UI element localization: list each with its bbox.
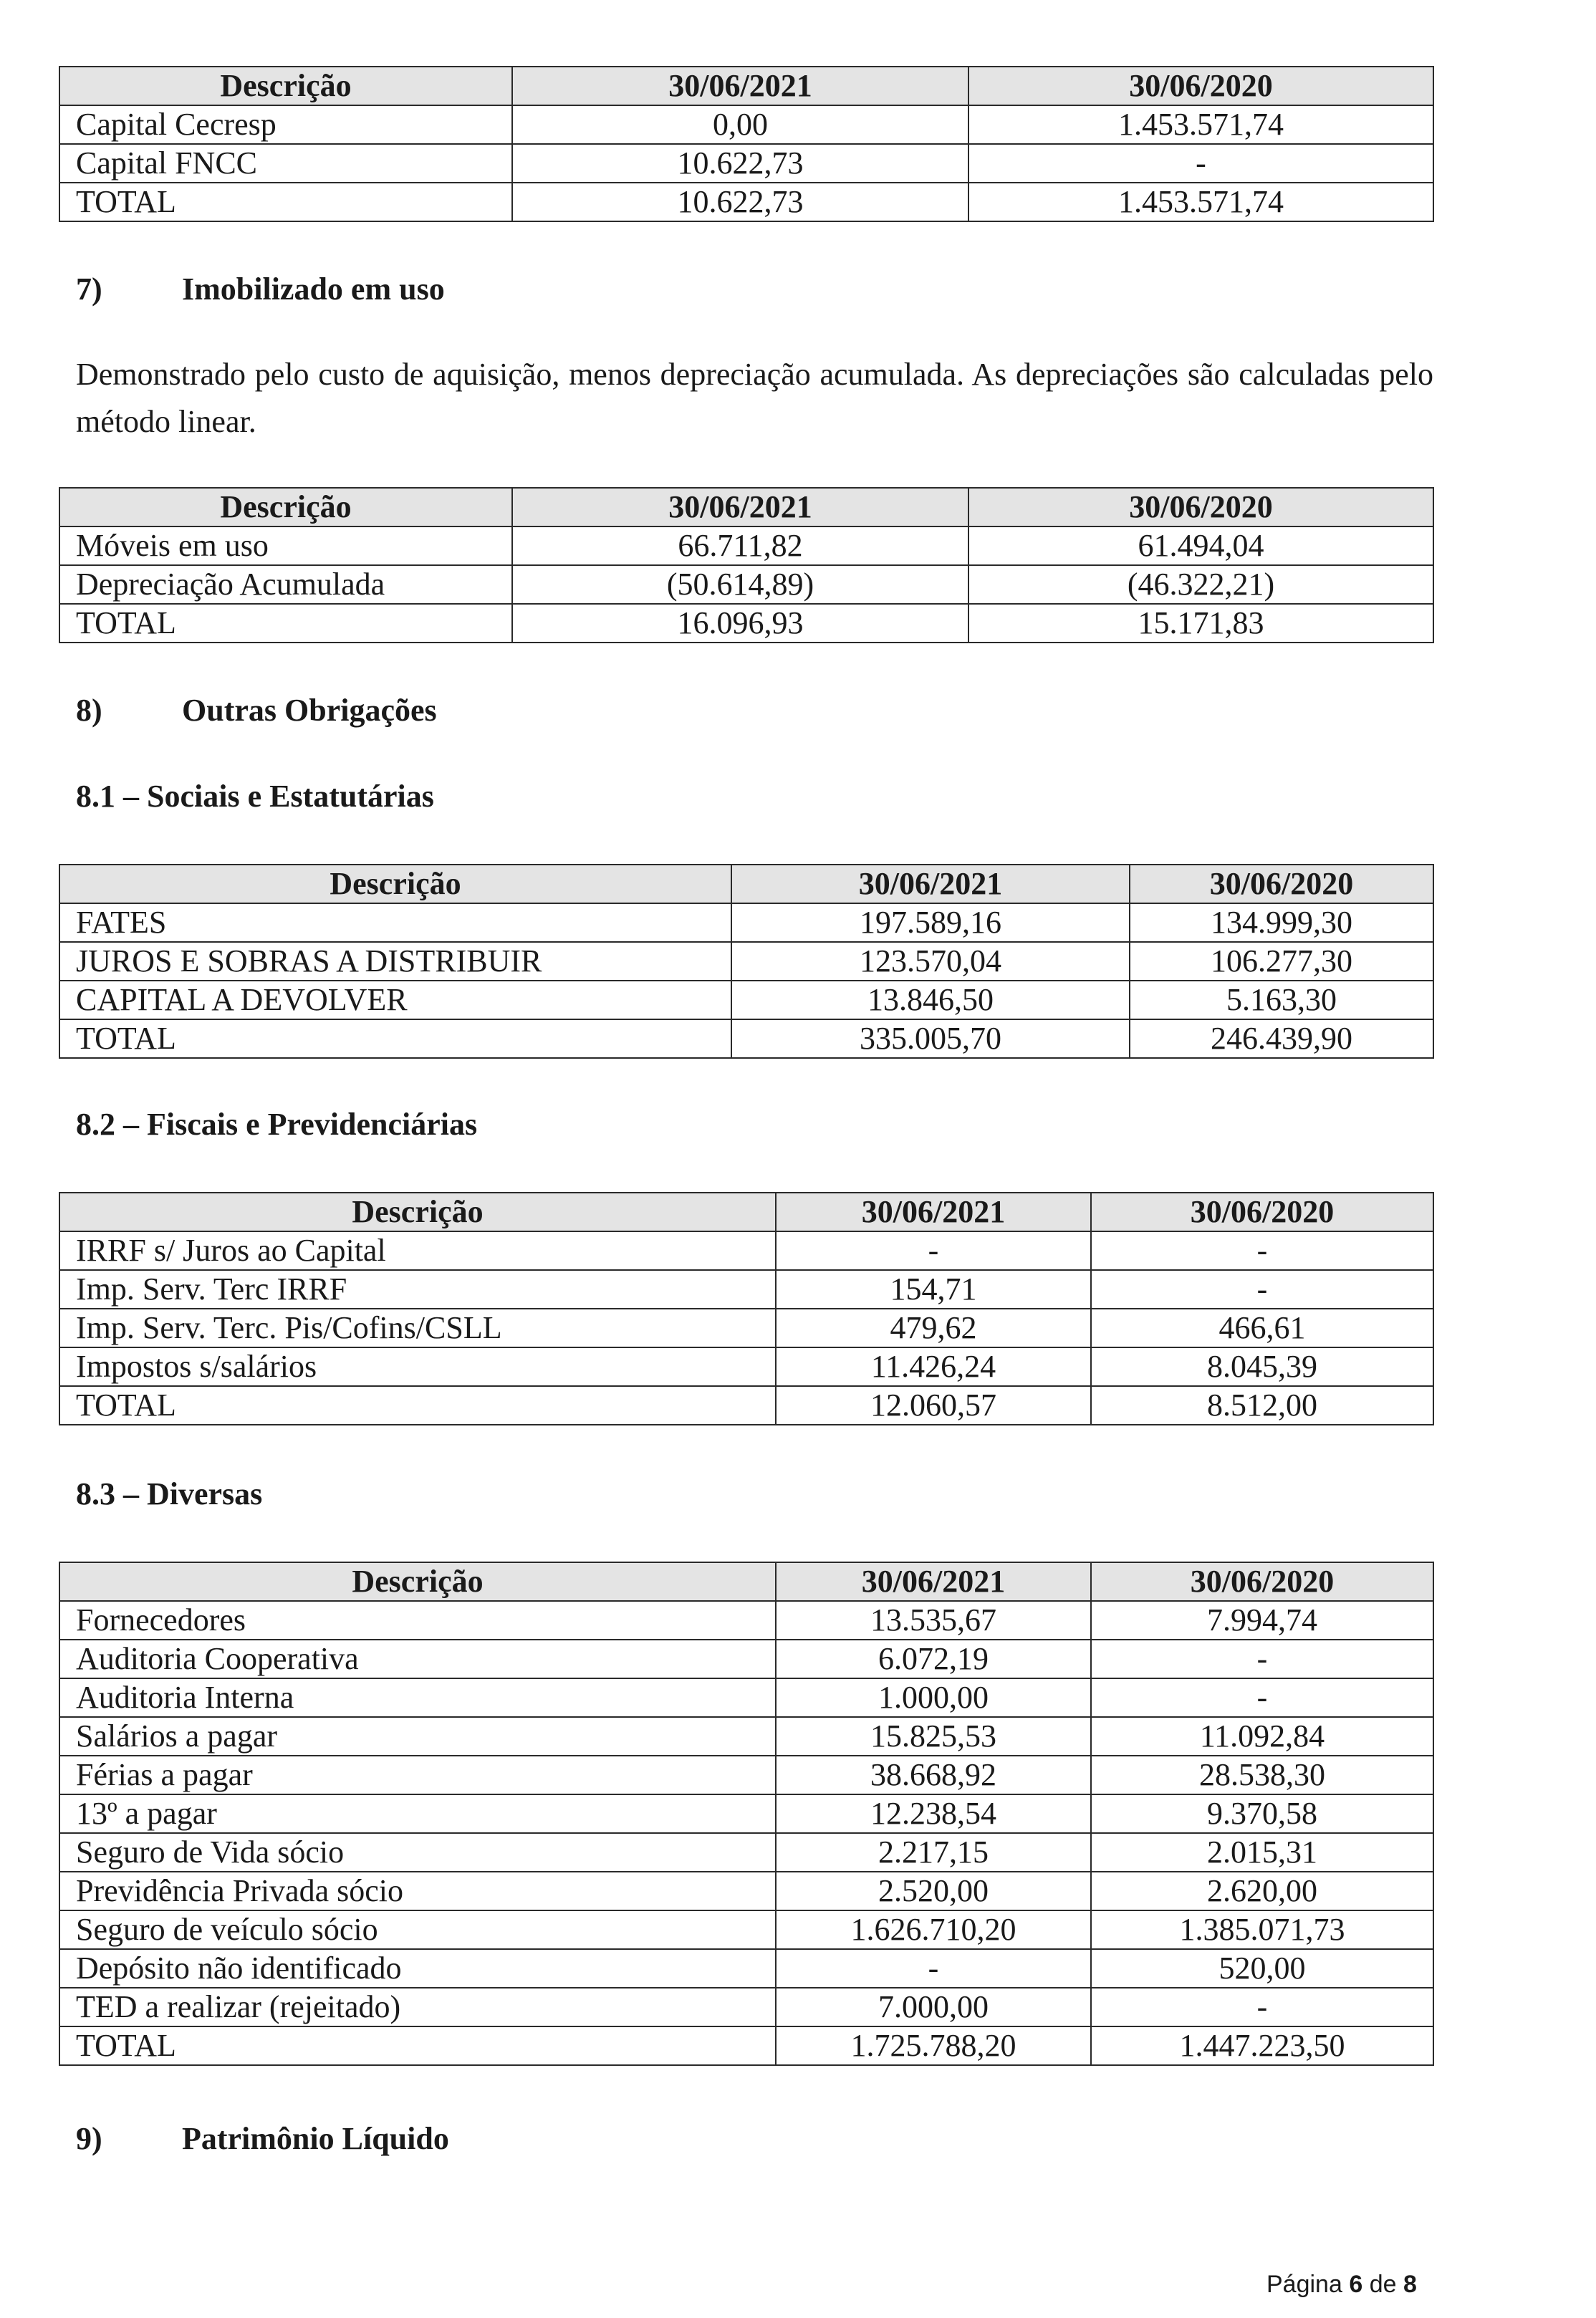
value-cell: 13.846,50 (731, 981, 1130, 1019)
value-cell: 12.060,57 (776, 1386, 1091, 1425)
row-label-cell: Imp. Serv. Terc IRRF (59, 1270, 776, 1309)
table-header-row (59, 1562, 1433, 1601)
value-cell: 8.045,39 (1091, 1347, 1433, 1386)
row-label-cell: TOTAL (59, 1019, 731, 1058)
value-cell: - (1091, 1678, 1433, 1717)
section-9-number: 9) (76, 2121, 102, 2156)
value-cell: - (1091, 1231, 1433, 1270)
value-cell: 11.092,84 (1091, 1717, 1433, 1756)
row-label-cell: TOTAL (59, 183, 512, 221)
column-header-descricao: Descrição (59, 488, 512, 526)
section-8-3-heading: 8.3 – Diversas (76, 1476, 263, 1511)
table-header-row (59, 488, 1433, 526)
value-cell: 154,71 (776, 1270, 1091, 1309)
row-label-cell: Auditoria Cooperativa (59, 1640, 776, 1678)
value-cell: 197.589,16 (731, 903, 1130, 942)
table-row (59, 942, 1433, 981)
table-row (59, 1019, 1433, 1058)
column-header-date: 30/06/2021 (512, 67, 968, 105)
column-header-descricao: Descrição (59, 1193, 776, 1231)
row-label-cell: Salários a pagar (59, 1717, 776, 1756)
value-cell: 10.622,73 (512, 183, 968, 221)
value-cell: 10.622,73 (512, 144, 968, 183)
row-label-cell: Depreciação Acumulada (59, 565, 512, 604)
column-header-date: 30/06/2021 (776, 1193, 1091, 1231)
table-row (59, 1988, 1433, 2026)
value-cell: 1.385.071,73 (1091, 1910, 1433, 1949)
row-label-cell: TOTAL (59, 1386, 776, 1425)
column-header-date: 30/06/2021 (731, 865, 1130, 903)
value-cell: 28.538,30 (1091, 1756, 1433, 1794)
table-row (59, 903, 1433, 942)
row-label-cell: Auditoria Interna (59, 1678, 776, 1717)
value-cell: 106.277,30 (1130, 942, 1433, 981)
diversas-table (59, 1562, 1434, 2066)
column-header-date: 30/06/2020 (1091, 1193, 1433, 1231)
row-label-cell: TOTAL (59, 604, 512, 643)
row-label-cell: Depósito não identificado (59, 1949, 776, 1988)
row-label-cell: TED a realizar (rejeitado) (59, 1988, 776, 2026)
value-cell: 1.453.571,74 (968, 105, 1433, 144)
section-8-2-heading: 8.2 – Fiscais e Previdenciárias (76, 1107, 478, 1142)
row-label-cell: Previdência Privada sócio (59, 1872, 776, 1910)
table-row (59, 1833, 1433, 1872)
value-cell: 7.000,00 (776, 1988, 1091, 2026)
fiscais-table (59, 1192, 1434, 1425)
column-header-descricao: Descrição (59, 1562, 776, 1601)
table-row (59, 1270, 1433, 1309)
capital-table (59, 66, 1434, 222)
table-row (59, 526, 1433, 565)
value-cell: 15.171,83 (968, 604, 1433, 643)
value-cell: - (1091, 1270, 1433, 1309)
value-cell: 1.453.571,74 (968, 183, 1433, 221)
value-cell: 1.725.788,20 (776, 2026, 1091, 2065)
value-cell: 38.668,92 (776, 1756, 1091, 1794)
section-9-heading (76, 2120, 449, 2157)
section-8-number: 8) (76, 693, 102, 728)
page-footer (1266, 2271, 1417, 2299)
value-cell: 5.163,30 (1130, 981, 1433, 1019)
table-row (59, 981, 1433, 1019)
section-7-title: Imobilizado em uso (182, 271, 445, 307)
section-7-paragraph: Demonstrado pelo custo de aquisição, menos depreciação acumulada. As depreciações são calculadas pelo método linear. (76, 357, 1433, 439)
imobilizado-table (59, 487, 1434, 643)
value-cell: (46.322,21) (968, 565, 1433, 604)
section-8-title: Outras Obrigações (182, 693, 437, 728)
value-cell: 123.570,04 (731, 942, 1130, 981)
column-header-descricao: Descrição (59, 865, 731, 903)
table-row (59, 1347, 1433, 1386)
value-cell: 7.994,74 (1091, 1601, 1433, 1640)
value-cell: 9.370,58 (1091, 1794, 1433, 1833)
table-row (59, 105, 1433, 144)
value-cell: 16.096,93 (512, 604, 968, 643)
value-cell: 8.512,00 (1091, 1386, 1433, 1425)
table-row (59, 183, 1433, 221)
row-label-cell: Capital FNCC (59, 144, 512, 183)
table-row (59, 1794, 1433, 1833)
value-cell: 13.535,67 (776, 1601, 1091, 1640)
table-row (59, 1231, 1433, 1270)
value-cell: 15.825,53 (776, 1717, 1091, 1756)
sociais-table (59, 864, 1434, 1059)
value-cell: 6.072,19 (776, 1640, 1091, 1678)
row-label-cell: Férias a pagar (59, 1756, 776, 1794)
value-cell: - (776, 1231, 1091, 1270)
column-header-date: 30/06/2020 (968, 488, 1433, 526)
footer-current-page: 6 (1349, 2271, 1363, 2298)
row-label-cell: Seguro de Vida sócio (59, 1833, 776, 1872)
table-row (59, 1910, 1433, 1949)
section-9-title: Patrimônio Líquido (182, 2121, 449, 2156)
section-7-number: 7) (76, 271, 102, 307)
value-cell: 520,00 (1091, 1949, 1433, 1988)
value-cell: 134.999,30 (1130, 903, 1433, 942)
table-header-row (59, 865, 1433, 903)
footer-total-pages: 8 (1403, 2271, 1417, 2298)
value-cell: - (968, 144, 1433, 183)
footer-middle: de (1362, 2271, 1403, 2298)
value-cell: 12.238,54 (776, 1794, 1091, 1833)
column-header-date: 30/06/2020 (968, 67, 1433, 105)
column-header-descricao: Descrição (59, 67, 512, 105)
section-8-heading (76, 692, 437, 728)
table-row (59, 1640, 1433, 1678)
value-cell: - (776, 1949, 1091, 1988)
table-row (59, 1309, 1433, 1347)
value-cell: 2.620,00 (1091, 1872, 1433, 1910)
value-cell: 2.015,31 (1091, 1833, 1433, 1872)
value-cell: - (1091, 1988, 1433, 2026)
table-row (59, 1717, 1433, 1756)
value-cell: 2.520,00 (776, 1872, 1091, 1910)
row-label-cell: JUROS E SOBRAS A DISTRIBUIR (59, 942, 731, 981)
value-cell: 2.217,15 (776, 1833, 1091, 1872)
table-row (59, 1872, 1433, 1910)
table-row (59, 1949, 1433, 1988)
table-row (59, 1386, 1433, 1425)
table-row (59, 144, 1433, 183)
value-cell: 335.005,70 (731, 1019, 1130, 1058)
value-cell: 246.439,90 (1130, 1019, 1433, 1058)
value-cell: 1.000,00 (776, 1678, 1091, 1717)
table-row (59, 2026, 1433, 2065)
row-label-cell: FATES (59, 903, 731, 942)
row-label-cell: Móveis em uso (59, 526, 512, 565)
row-label-cell: Fornecedores (59, 1601, 776, 1640)
table-row (59, 565, 1433, 604)
value-cell: - (1091, 1640, 1433, 1678)
section-7-heading (76, 271, 445, 307)
row-label-cell: IRRF s/ Juros ao Capital (59, 1231, 776, 1270)
value-cell: 0,00 (512, 105, 968, 144)
row-label-cell: Capital Cecresp (59, 105, 512, 144)
value-cell: 66.711,82 (512, 526, 968, 565)
column-header-date: 30/06/2021 (512, 488, 968, 526)
row-label-cell: CAPITAL A DEVOLVER (59, 981, 731, 1019)
value-cell: 479,62 (776, 1309, 1091, 1347)
table-row (59, 1756, 1433, 1794)
value-cell: 61.494,04 (968, 526, 1433, 565)
table-header-row (59, 1193, 1433, 1231)
table-header-row (59, 67, 1433, 105)
column-header-date: 30/06/2021 (776, 1562, 1091, 1601)
row-label-cell: Imp. Serv. Terc. Pis/Cofins/CSLL (59, 1309, 776, 1347)
table-row (59, 604, 1433, 643)
value-cell: 1.447.223,50 (1091, 2026, 1433, 2065)
row-label-cell: TOTAL (59, 2026, 776, 2065)
value-cell: (50.614,89) (512, 565, 968, 604)
value-cell: 1.626.710,20 (776, 1910, 1091, 1949)
row-label-cell: Seguro de veículo sócio (59, 1910, 776, 1949)
table-row (59, 1678, 1433, 1717)
footer-prefix: Página (1266, 2271, 1350, 2298)
row-label-cell: Impostos s/salários (59, 1347, 776, 1386)
table-row (59, 1601, 1433, 1640)
column-header-date: 30/06/2020 (1091, 1562, 1433, 1601)
column-header-date: 30/06/2020 (1130, 865, 1433, 903)
row-label-cell: 13º a pagar (59, 1794, 776, 1833)
section-8-1-heading: 8.1 – Sociais e Estatutárias (76, 779, 434, 814)
value-cell: 466,61 (1091, 1309, 1433, 1347)
value-cell: 11.426,24 (776, 1347, 1091, 1386)
